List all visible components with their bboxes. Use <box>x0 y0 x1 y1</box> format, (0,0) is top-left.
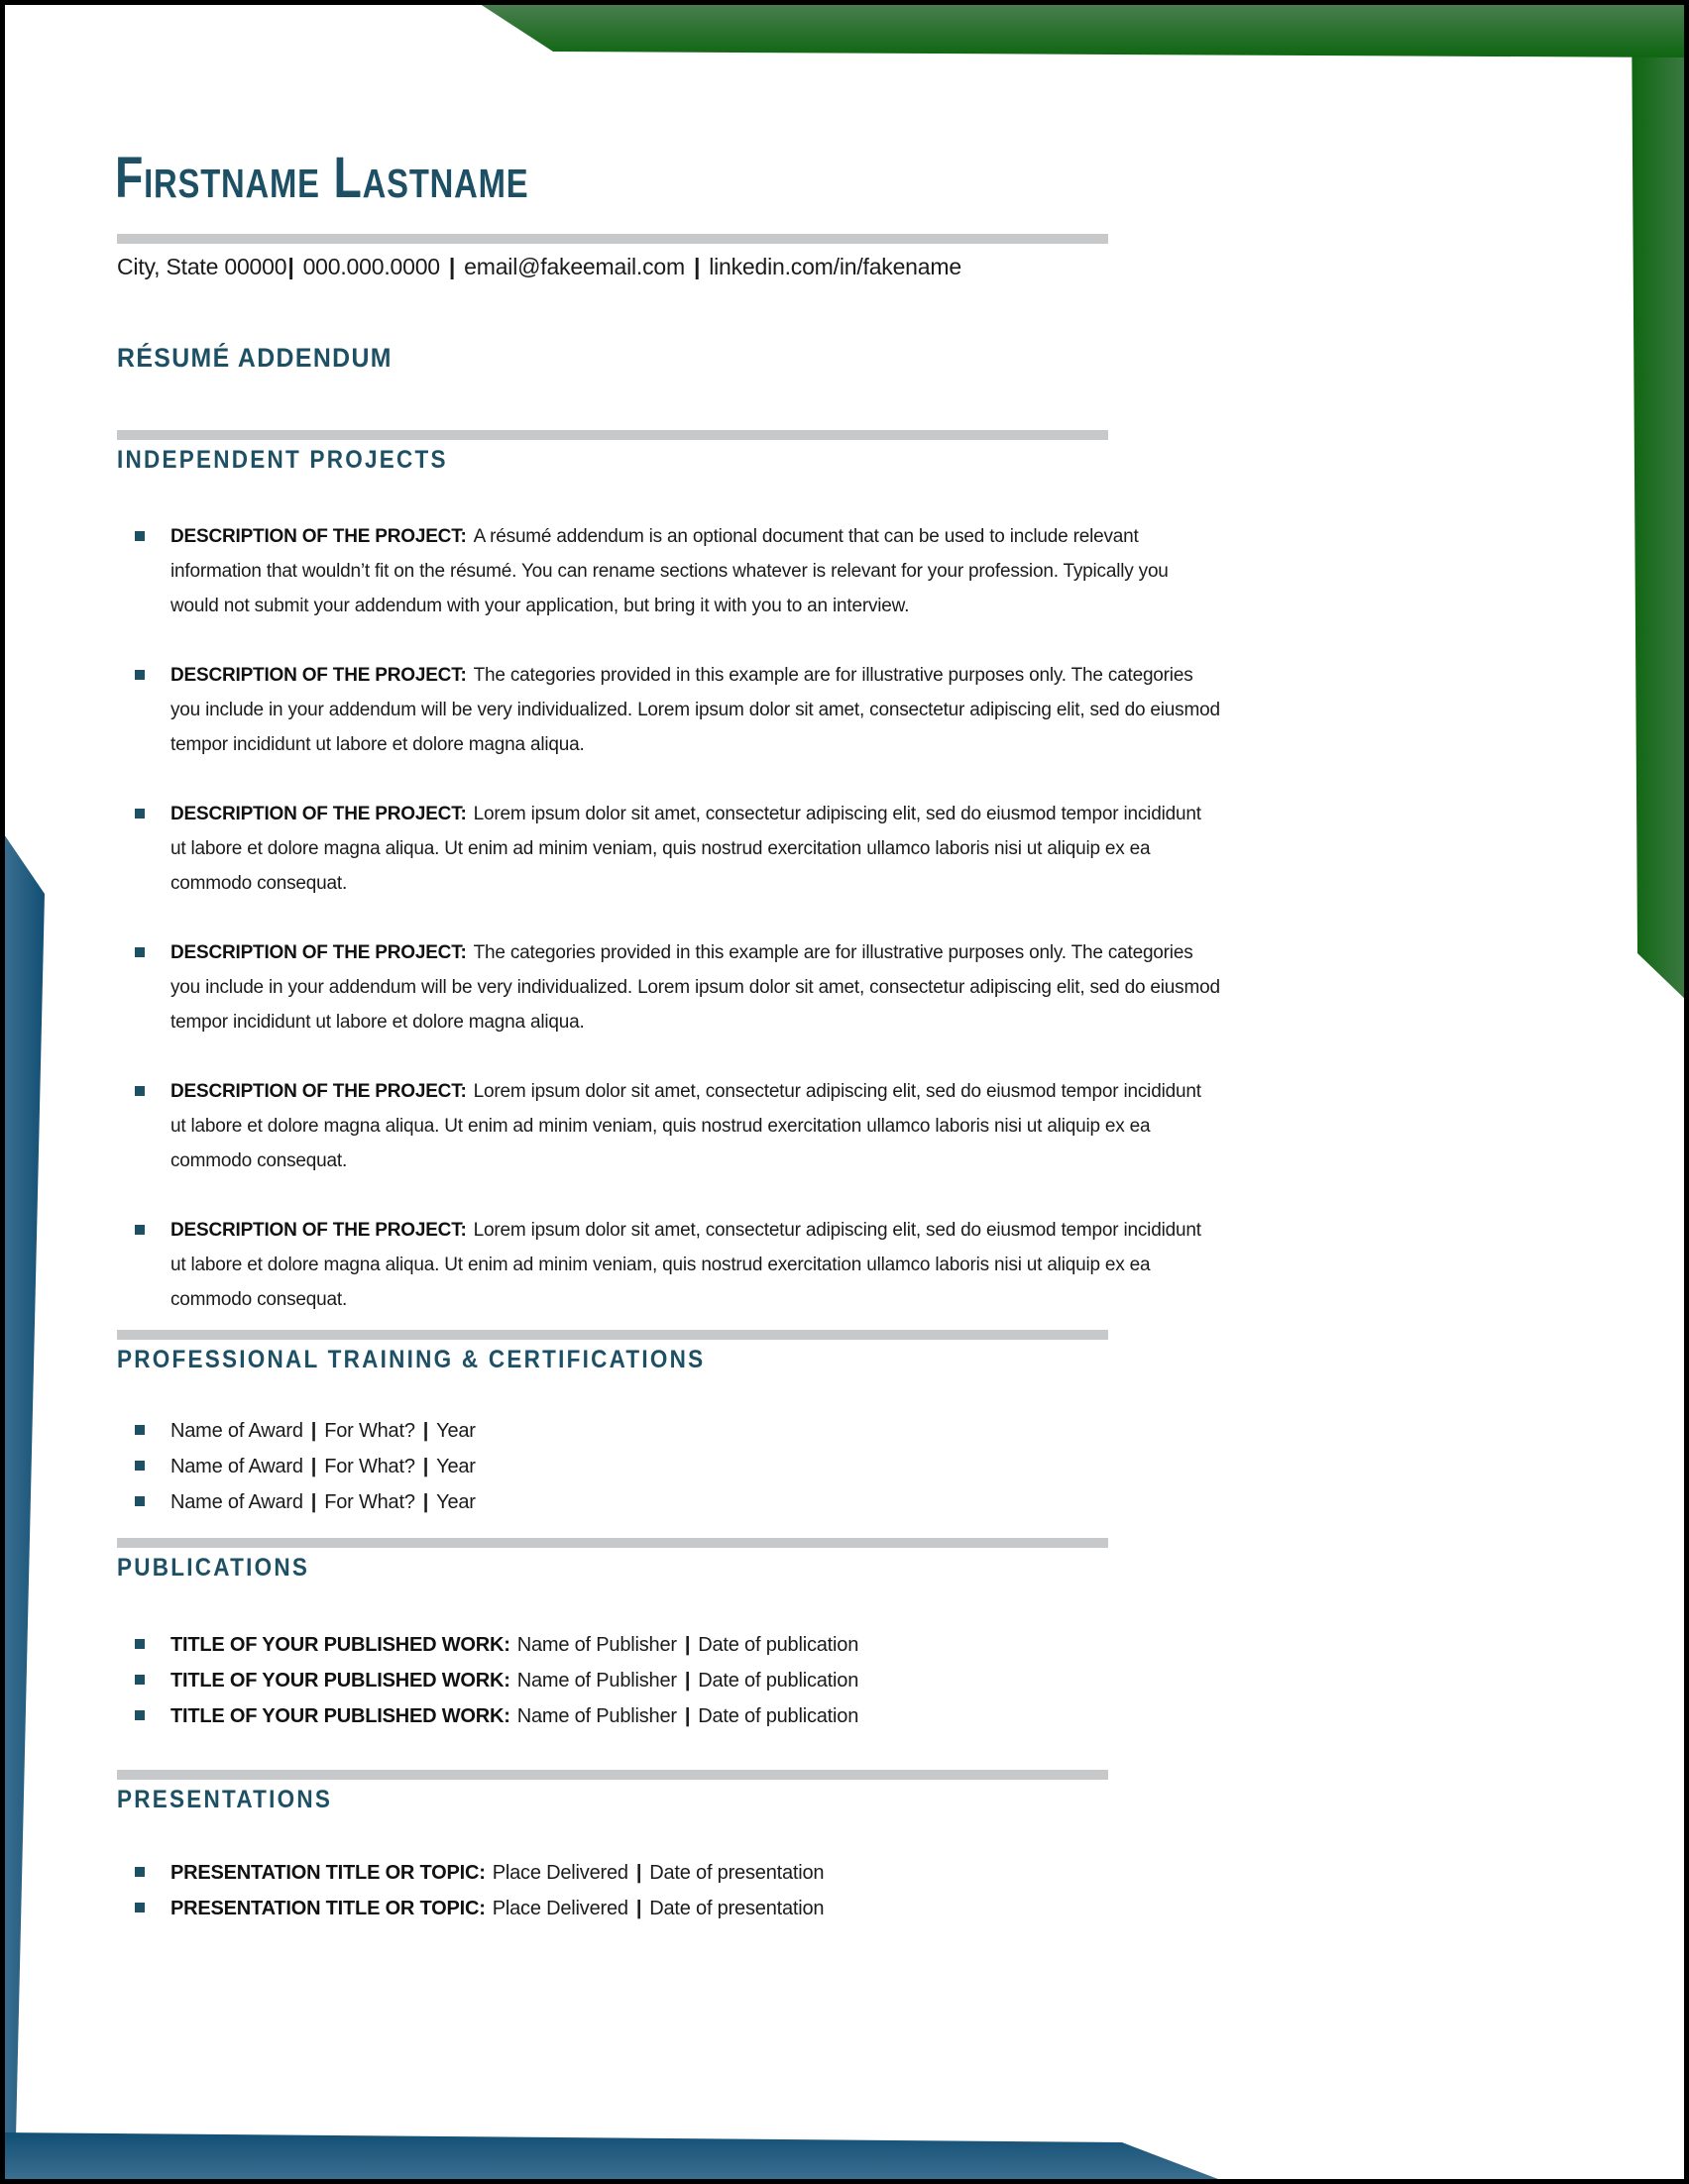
bullet-paragraph <box>170 797 1221 901</box>
bullet-square-icon <box>135 1867 145 1877</box>
bullet-paragraph <box>170 1213 1221 1317</box>
item-part: Name of Publisher <box>516 1705 677 1727</box>
bullet-line <box>170 1698 1221 1734</box>
item-text: Lorem ipsum dolor sit amet, consectetur adipiscing elit, sed do eiusmod tempor incididunt ut labore et dolore magna aliqua. Ut enim ad minim veniam, quis nostrud exercitation ullamco laboris nisi ut aliquip ex ea commodo consequat. <box>170 1220 1201 1310</box>
item-lead: DESCRIPTION OF THE PROJECT: <box>170 942 467 963</box>
item-lead: DESCRIPTION OF THE PROJECT: <box>170 1081 467 1102</box>
item-part: Date of presentation <box>649 1862 825 1884</box>
item-lead: PRESENTATION TITLE OR TOPIC: <box>170 1862 486 1884</box>
item-lead: DESCRIPTION OF THE PROJECT: <box>170 804 467 824</box>
item-lead: TITLE OF YOUR PUBLISHED WORK: <box>170 1634 510 1656</box>
bullet-square-icon <box>135 1675 145 1685</box>
section-divider-bar <box>117 430 1108 440</box>
item-part: Name of Publisher <box>516 1634 677 1656</box>
pipe-separator: | <box>422 1420 429 1442</box>
item-text: Lorem ipsum dolor sit amet, consectetur adipiscing elit, sed do eiusmod tempor incididunt ut labore et dolore magna aliqua. Ut enim ad minim veniam, quis nostrud exercitation ullamco laboris nisi ut aliquip ex ea commodo consequat. <box>170 1081 1201 1171</box>
pipe-separator: | <box>422 1491 429 1513</box>
bullet-square-icon <box>135 1710 145 1720</box>
bullet-paragraph <box>170 658 1221 762</box>
item-part: Place Delivered <box>492 1898 628 1919</box>
item-part: Date of publication <box>698 1634 859 1656</box>
item-lead: DESCRIPTION OF THE PROJECT: <box>170 665 467 686</box>
item-part: Date of presentation <box>649 1898 825 1919</box>
bullet-square-icon <box>135 670 145 680</box>
section-divider-bar <box>117 1770 1108 1780</box>
item-lead: TITLE OF YOUR PUBLISHED WORK: <box>170 1705 510 1727</box>
section-items <box>170 1855 1221 1926</box>
bullet-square-icon <box>135 1496 145 1506</box>
section-items <box>170 1627 1221 1734</box>
bullet-square-icon <box>135 809 145 819</box>
item-text: The categories provided in this example are for illustrative purposes only. The categories you include in your addendum will be very individualized. Lorem ipsum dolor sit amet, consectetur adipiscing elit, sed do eiusmod tempor incididunt ut labore et dolore magna aliqua. <box>170 942 1220 1033</box>
item-part: Place Delivered <box>492 1862 628 1884</box>
item-part: Name of Publisher <box>516 1670 677 1692</box>
section-divider-bar <box>117 1330 1108 1340</box>
item-text: The categories provided in this example are for illustrative purposes only. The categories you include in your addendum will be very individualized. Lorem ipsum dolor sit amet, consectetur adipiscing elit, sed do eiusmod tempor incididunt ut labore et dolore magna aliqua. <box>170 665 1220 755</box>
bullet-square-icon <box>135 1639 145 1649</box>
pipe-separator: | <box>422 1456 429 1477</box>
pipe-separator: | <box>310 1491 317 1513</box>
bullet-line <box>170 1413 1221 1449</box>
item-part: Date of publication <box>698 1705 859 1727</box>
bullet-square-icon <box>135 1425 145 1435</box>
bullet-line <box>170 1663 1221 1698</box>
pipe-separator: | <box>684 1705 691 1727</box>
bullet-square-icon <box>135 1086 145 1096</box>
contact-phone: 000.000.0000 <box>302 254 440 279</box>
pipe-separator: | <box>684 1670 691 1692</box>
pipe-separator: | <box>635 1862 642 1884</box>
bullet-paragraph <box>170 935 1221 1039</box>
bullet-paragraph <box>170 1074 1221 1178</box>
name-divider-bar <box>117 234 1108 244</box>
contact-line <box>117 254 961 280</box>
section-items <box>170 1413 1221 1520</box>
item-part: Name of Award <box>170 1420 303 1442</box>
section-items <box>170 519 1221 1352</box>
section-title: PUBLICATIONS <box>117 1554 310 1582</box>
document-title: RÉSUMÉ ADDENDUM <box>117 343 393 373</box>
contact-separator: | <box>448 254 456 279</box>
item-part: Year <box>436 1491 476 1513</box>
item-part: Year <box>436 1420 476 1442</box>
section-title: INDEPENDENT PROJECTS <box>117 446 448 474</box>
contact-separator: | <box>287 254 294 279</box>
item-part: For What? <box>324 1491 415 1513</box>
item-text: Lorem ipsum dolor sit amet, consectetur adipiscing elit, sed do eiusmod tempor incididunt ut labore et dolore magna aliqua. Ut enim ad minim veniam, quis nostrud exercitation ullamco laboris nisi ut aliquip ex ea commodo consequat. <box>170 804 1201 894</box>
section-divider-bar <box>117 1538 1108 1548</box>
item-part: Year <box>436 1456 476 1477</box>
contact-location: City, State 00000 <box>117 254 287 279</box>
item-part: For What? <box>324 1456 415 1477</box>
section-title: PROFESSIONAL TRAINING & CERTIFICATIONS <box>117 1346 706 1373</box>
contact-separator: | <box>693 254 701 279</box>
section-title: PRESENTATIONS <box>117 1786 333 1813</box>
bullet-line <box>170 1484 1221 1520</box>
bullet-square-icon <box>135 1903 145 1912</box>
bullet-square-icon <box>135 1225 145 1235</box>
item-text: A résumé addendum is an optional document that can be used to include relevant information that wouldn’t fit on the résumé. You can rename sections whatever is relevant for your profession. Typically you would not submit your addendum with your application, but bring it with you to an interview. <box>170 526 1169 616</box>
contact-linkedin: linkedin.com/in/fakename <box>709 254 961 279</box>
bullet-square-icon <box>135 531 145 541</box>
bullet-square-icon <box>135 1461 145 1471</box>
bullet-line <box>170 1855 1221 1891</box>
item-lead: DESCRIPTION OF THE PROJECT: <box>170 1220 467 1241</box>
bullet-paragraph <box>170 519 1221 623</box>
bullet-line <box>170 1891 1221 1926</box>
item-part: Date of publication <box>698 1670 859 1692</box>
item-part: Name of Award <box>170 1491 303 1513</box>
item-lead: TITLE OF YOUR PUBLISHED WORK: <box>170 1670 510 1692</box>
contact-email: email@fakeemail.com <box>464 254 685 279</box>
pipe-separator: | <box>684 1634 691 1656</box>
pipe-separator: | <box>310 1420 317 1442</box>
bullet-line <box>170 1627 1221 1663</box>
bullet-line <box>170 1449 1221 1484</box>
pipe-separator: | <box>635 1898 642 1919</box>
pipe-separator: | <box>310 1456 317 1477</box>
page-title: Firstname Lastname <box>115 146 529 210</box>
bullet-square-icon <box>135 947 145 957</box>
item-part: Name of Award <box>170 1456 303 1477</box>
item-lead: DESCRIPTION OF THE PROJECT: <box>170 526 467 547</box>
item-lead: PRESENTATION TITLE OR TOPIC: <box>170 1898 486 1919</box>
item-part: For What? <box>324 1420 415 1442</box>
